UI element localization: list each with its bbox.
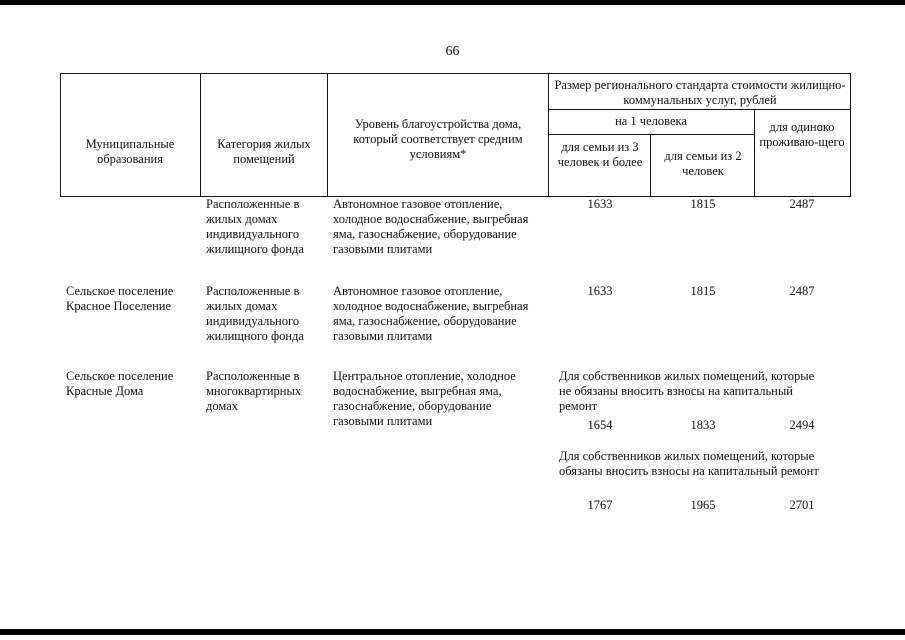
- header-family2: для семьи из 2 человек: [664, 149, 742, 178]
- row-value-single: 2487: [789, 197, 815, 211]
- note-capital-repair: Для собственников жилых помещений, которые обязаны вносить взносы на капитальный ремонт: [559, 449, 819, 478]
- row-category: Расположенные в многоквартирных домах: [206, 369, 302, 413]
- row-value-family2: 1815: [690, 197, 716, 211]
- col-line-2: [327, 73, 328, 197]
- col-line-6: [850, 73, 851, 197]
- header-family3: для семьи из 3 человек и более: [557, 140, 643, 169]
- row-value-single: 2487: [789, 284, 815, 298]
- note2-value-single: 2701: [789, 498, 815, 512]
- col-line-5: [754, 109, 755, 197]
- row-municipality: Сельское поселение Красные Дома: [66, 369, 174, 398]
- top-border-bar: [0, 0, 905, 5]
- note1-value-family3: 1654: [587, 418, 613, 432]
- note1-value-single: 2494: [789, 418, 815, 432]
- row-category: Расположенные в жилых домах индивидуального жилищного фонда: [206, 197, 304, 256]
- note2-value-family3: 1767: [587, 498, 613, 512]
- standard-subheader-line: [548, 109, 851, 110]
- row-value-family3: 1633: [587, 284, 613, 298]
- table-top-line: [60, 73, 851, 74]
- col-line-4: [650, 134, 651, 197]
- col-line-1: [200, 73, 201, 197]
- header-per-person: на 1 человека: [615, 114, 687, 128]
- header-municipality: Муниципальные образования: [85, 137, 175, 166]
- per-person-subheader-line: [548, 134, 755, 135]
- note2-value-family2: 1965: [690, 498, 716, 512]
- header-single: для одиноко проживаю-щего: [759, 120, 845, 149]
- note-no-capital-repair: Для собственников жилых помещений, которые не обязаны вносить взносы на капитальный ремонт: [559, 369, 815, 413]
- bottom-border-bar: [0, 629, 905, 635]
- row-level: Автономное газовое отопление, холодное водоснабжение, выгребная яма, газоснабжение, оборудование газовыми плитами: [333, 197, 529, 256]
- col-line-3: [548, 73, 549, 197]
- col-line-0: [60, 73, 61, 197]
- row-category: Расположенные в жилых домах индивидуального жилищного фонда: [206, 284, 304, 343]
- row-level: Автономное газовое отопление, холодное водоснабжение, выгребная яма, газоснабжение, оборудование газовыми плитами: [333, 284, 529, 343]
- row-municipality: Сельское поселение Красное Поселение: [66, 284, 174, 313]
- row-level: Центральное отопление, холодное водоснабжение, выгребная яма, газоснабжение, оборудование газовыми плитами: [333, 369, 516, 428]
- row-value-family2: 1815: [690, 284, 716, 298]
- header-standard: Размер регионального стандарта стоимости жилищно-коммунальных услуг, рублей: [554, 78, 846, 107]
- page-number: 66: [445, 44, 460, 59]
- header-level: Уровень благоустройства дома, который соответствует средним условиям*: [353, 117, 523, 161]
- row-value-family3: 1633: [587, 197, 613, 211]
- note1-value-family2: 1833: [690, 418, 716, 432]
- header-category: Категория жилых помещений: [217, 137, 311, 166]
